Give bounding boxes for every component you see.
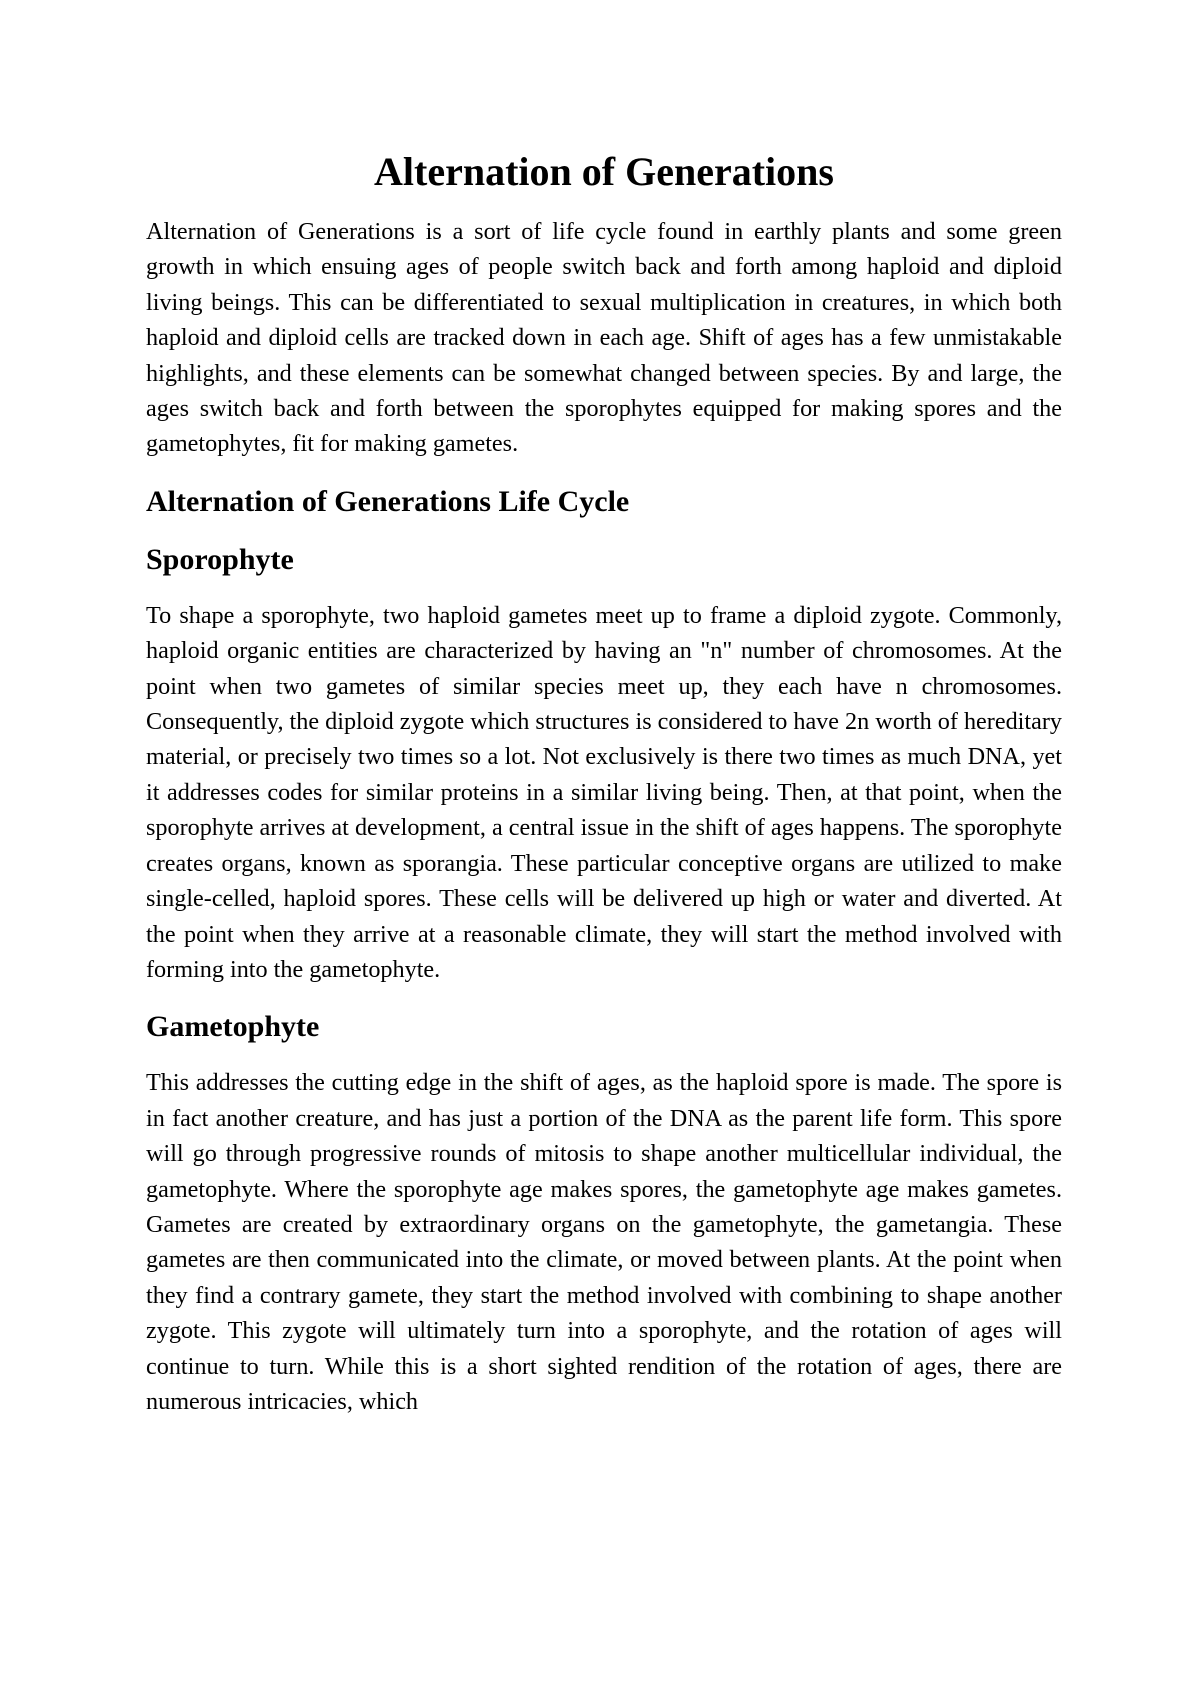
document-page: [146, 148, 1062, 1419]
sporophyte-heading: Sporophyte: [146, 542, 294, 576]
intro-paragraph: Alternation of Generations is a sort of life cycle found in earthly plants and some green growth in which ensuing ages of people switch back and forth among haploid and diploid living beings. This can be differentiated to sexual multiplication in creatures, in which both haploid and diploid cells are tracked down in each age. Shift of ages has a few unmistakable highlights, and these elements can be somewhat changed between species. By and large, the ages switch back and forth between the sporophytes equipped for making spores and the gametophytes, fit for making gametes.: [146, 218, 1062, 458]
gametophyte-paragraph: This addresses the cutting edge in the shift of ages, as the haploid spore is made. The spore is in fact another creature, and has just a portion of the DNA as the parent life form. This spore will go through progressive rounds of mitosis to shape another multicellular individual, the gametophyte. Where the sporophyte age makes spores, the gametophyte age makes gametes. Gametes are created by extraordinary organs on the gametophyte, the gametangia. These gametes are then communicated into the climate, or moved between plants. At the point when they find a contrary gamete, they start the method involved with combining to shape another zygote. This zygote will ultimately turn into a sporophyte, and the rotation of ages will continue to turn. While this is a short sighted rendition of the rotation of ages, there are numerous intricacies, which: [146, 1069, 1062, 1415]
life-cycle-heading: Alternation of Generations Life Cycle: [146, 484, 630, 518]
document-title: Alternation of Generations: [374, 149, 834, 194]
sporophyte-paragraph: To shape a sporophyte, two haploid gametes meet up to frame a diploid zygote. Commonly, haploid organic entities are characterized by having an "n" number of chromosomes. At the point when two gametes of similar species meet up, they each have n chromosomes. Consequently, the diploid zygote which structures is considered to have 2n worth of hereditary material, or precisely two times so a lot. Not exclusively is there two times as much DNA, yet it addresses codes for similar proteins in a similar living being. Then, at that point, when the sporophyte arrives at development, a central issue in the shift of ages happens. The sporophyte creates organs, known as sporangia. These particular conceptive organs are utilized to make single-celled, haploid spores. These cells will be delivered up high or water and diverted. At the point when they arrive at a reasonable climate, they will start the method involved with forming into the gametophyte.: [146, 601, 1062, 983]
gametophyte-heading: Gametophyte: [146, 1010, 320, 1044]
